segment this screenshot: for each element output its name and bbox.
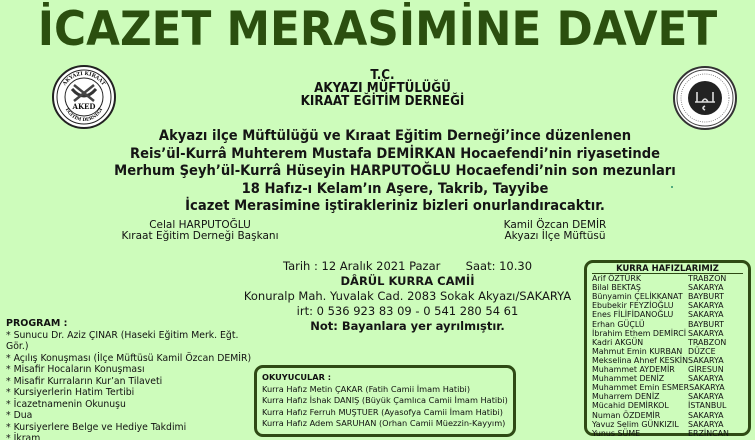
org-line-association: KIRAAT EĞİTİM DERNEĞİ bbox=[300, 94, 465, 109]
graduate-city: SAKARYA bbox=[688, 283, 724, 293]
graduate-row bbox=[592, 310, 743, 319]
graduate-name: Mücahid DEMİRKOL bbox=[592, 401, 669, 411]
graduate-name: Muharrem DENİZ bbox=[592, 392, 660, 402]
invitation-text bbox=[112, 127, 679, 215]
aked-logo bbox=[52, 65, 116, 129]
graduate-name: Kadri AKGÜN bbox=[592, 337, 644, 347]
graduate-row bbox=[592, 338, 743, 347]
graduate-name: Bünyamin ÇELİKKANAT bbox=[592, 292, 683, 302]
graduate-city: ERZİNCAN bbox=[688, 428, 729, 438]
signature-name: Celal HARPUTOĞLU bbox=[149, 219, 251, 231]
graduate-row bbox=[592, 292, 743, 301]
graduate-name: Muhammet AYDEMİR bbox=[592, 365, 675, 375]
graduate-city: BAYBURT bbox=[688, 319, 724, 329]
graduate-row bbox=[592, 383, 743, 392]
graduate-name: Yavuz Selim GÜNKIZIL bbox=[592, 419, 679, 429]
graduate-name: Mahmut Emin KURBAN bbox=[592, 346, 683, 356]
organization-block bbox=[261, 69, 505, 108]
program-item: * Açılış Konuşması (İlçe Müftüsü Kamil Özcan DEMİR) bbox=[6, 352, 252, 364]
graduate-city: SAKARYA bbox=[688, 410, 724, 420]
graduate-city: İSTANBUL bbox=[688, 401, 727, 411]
graduate-city: BAYBURT bbox=[688, 292, 724, 302]
signature-title: Akyazı İlçe Müftüsü bbox=[504, 230, 606, 242]
graduate-city: SAKARYA bbox=[689, 383, 725, 393]
event-details bbox=[235, 259, 580, 334]
graduate-name: Mekselina Ahnef KESKİN bbox=[592, 355, 689, 365]
graduate-row bbox=[592, 274, 743, 283]
graduate-name: Numan ÖZDEMİR bbox=[592, 410, 661, 420]
signature-left bbox=[95, 220, 305, 242]
signature-title: Kıraat Eğitim Derneği Başkanı bbox=[121, 230, 279, 242]
graduate-name: Yunus SÜME bbox=[592, 428, 641, 438]
graduate-city: DÜZCE bbox=[688, 346, 716, 356]
graduate-name: Muhammet DENİZ bbox=[592, 374, 665, 384]
program-item: * İkram bbox=[6, 433, 41, 440]
decorative-dot bbox=[671, 186, 673, 188]
program-item: * Kursiyerlerin Hatim Tertibi bbox=[6, 387, 135, 398]
program-item: * Kursiyerlere Belge ve Hediye Takdimi bbox=[6, 421, 187, 433]
graduate-name: Bilal BEKTAŞ bbox=[592, 283, 641, 293]
graduate-city: SAKARYA bbox=[688, 374, 724, 384]
graduate-row bbox=[592, 347, 743, 356]
intro-line: Reis’ül-Kurrâ Muhterem Mustafa DEMİRKAN Hocaefendi’nin riyasetinde bbox=[129, 144, 661, 162]
signature-name: Kamil Özcan DEMİR bbox=[503, 219, 607, 231]
readers-heading: OKUYUCULAR : bbox=[262, 372, 332, 382]
program-list bbox=[6, 318, 256, 440]
reader-item: Kurra Hafız İshak DANIŞ (Büyük Çamlıca Camii İmam Hatibi) bbox=[262, 395, 508, 405]
graduate-row bbox=[592, 401, 743, 410]
intro-line: Merhum Şeyh’ül-Kurrâ Hüseyin HARPUTOĞLU Hocaefendi’nin son mezunları bbox=[114, 162, 676, 180]
graduate-row bbox=[592, 374, 743, 383]
diyanet-logo bbox=[673, 66, 737, 130]
program-item: * Misafir Kurraların Kur’an Tilaveti bbox=[6, 375, 163, 387]
event-time: Saat: 10.30 bbox=[465, 259, 533, 273]
graduate-row bbox=[592, 283, 743, 292]
graduate-city: TRABZON bbox=[688, 274, 727, 284]
graduate-city: SAKARYA bbox=[688, 301, 724, 311]
aked-emblem-icon bbox=[54, 67, 114, 127]
graduate-city: SAKARYA bbox=[688, 392, 724, 402]
org-line-tc: T.C. bbox=[370, 68, 395, 83]
event-date: Tarih : 12 Aralık 2021 Pazar bbox=[282, 259, 441, 273]
graduate-name: Enes FİLİFİDANOĞLU bbox=[592, 310, 674, 320]
reader-item: Kurra Hafız Adem SARUHAN (Orhan Camii Müezzin-Kayyım) bbox=[262, 418, 506, 428]
event-contact: irt: 0 536 923 83 09 - 0 541 280 54 61 bbox=[296, 304, 519, 318]
graduate-row bbox=[592, 329, 743, 338]
graduate-city: SAKARYA bbox=[688, 310, 724, 320]
program-heading: PROGRAM : bbox=[6, 318, 68, 329]
graduate-name: Arif ÖZTÜRK bbox=[592, 274, 641, 284]
graduate-row bbox=[592, 365, 743, 374]
program-item: * Sunucu Dr. Aziz ÇINAR (Haseki Eğitim Merk. Eğt. Gör.) bbox=[6, 329, 239, 352]
graduate-row bbox=[592, 429, 743, 438]
program-item: * Misafir Hocaların Konuşması bbox=[6, 364, 145, 375]
page-title: İCAZET MERASİMİNE DAVET bbox=[37, 2, 718, 57]
event-venue: DÂRÜL KURRA CAMİİ bbox=[340, 274, 475, 288]
signature-right bbox=[480, 220, 630, 242]
graduate-row bbox=[592, 411, 743, 420]
graduates-box bbox=[584, 260, 751, 436]
program-item: * İcazetnamenin Okunuşu bbox=[6, 398, 126, 410]
graduate-name: Ebubekir FEYZİOĞLU bbox=[592, 301, 674, 311]
svg-text:EĞİTİM DERNEĞİ: EĞİTİM DERNEĞİ bbox=[63, 107, 105, 124]
svg-text:AKYAZI KIRAAT: AKYAZI KIRAAT bbox=[61, 70, 107, 87]
graduate-row bbox=[592, 320, 743, 329]
event-address: Konuralp Mah. Yuvalak Cad. 2083 Sokak Akyazı/SAKARYA bbox=[243, 289, 572, 303]
program-item: * Dua bbox=[6, 410, 33, 421]
readers-box bbox=[254, 365, 516, 437]
graduate-city: SAKARYA bbox=[688, 328, 724, 338]
graduate-city: SAKARYA bbox=[688, 355, 724, 365]
date-time-line bbox=[235, 259, 580, 274]
graduate-row bbox=[592, 420, 743, 429]
graduate-row bbox=[592, 356, 743, 365]
graduates-heading: KURRA HAFIZLARIMIZ bbox=[592, 264, 743, 274]
reader-item: Kurra Hafız Ferruh MUŞTUER (Ayasofya Camii İmam Hatibi) bbox=[262, 406, 503, 417]
reader-item: Kurra Hafız Metin ÇAKAR (Fatih Camii İmam Hatibi) bbox=[262, 383, 471, 394]
intro-line: İcazet Merasimine iştirakleriniz bizleri onurlandıracaktır. bbox=[185, 197, 605, 215]
graduate-city: GİRESUN bbox=[688, 365, 724, 375]
graduate-name: Erhan GÜÇLÜ bbox=[592, 319, 645, 329]
org-line-mufti: AKYAZI MÜFTÜLÜĞÜ bbox=[314, 81, 451, 96]
event-note: Not: Bayanlara yer ayrılmıştır. bbox=[310, 319, 505, 333]
intro-line: 18 Hafız-ı Kelam’ın Aşere, Takrib, Tayyibe bbox=[241, 179, 549, 197]
graduate-name: İbrahim Ethem DEMİRCİ bbox=[592, 328, 687, 338]
graduate-city: SAKARYA bbox=[688, 419, 724, 429]
svg-text:AKED: AKED bbox=[72, 102, 96, 111]
graduate-city: TRABZON bbox=[688, 337, 727, 347]
graduate-name: Muhammet Emin ESMER bbox=[592, 383, 690, 393]
intro-line: Akyazı ilçe Müftülüğü ve Kıraat Eğitim Derneği’ince düzenlenen bbox=[158, 127, 632, 144]
diyanet-emblem-icon bbox=[675, 68, 735, 128]
